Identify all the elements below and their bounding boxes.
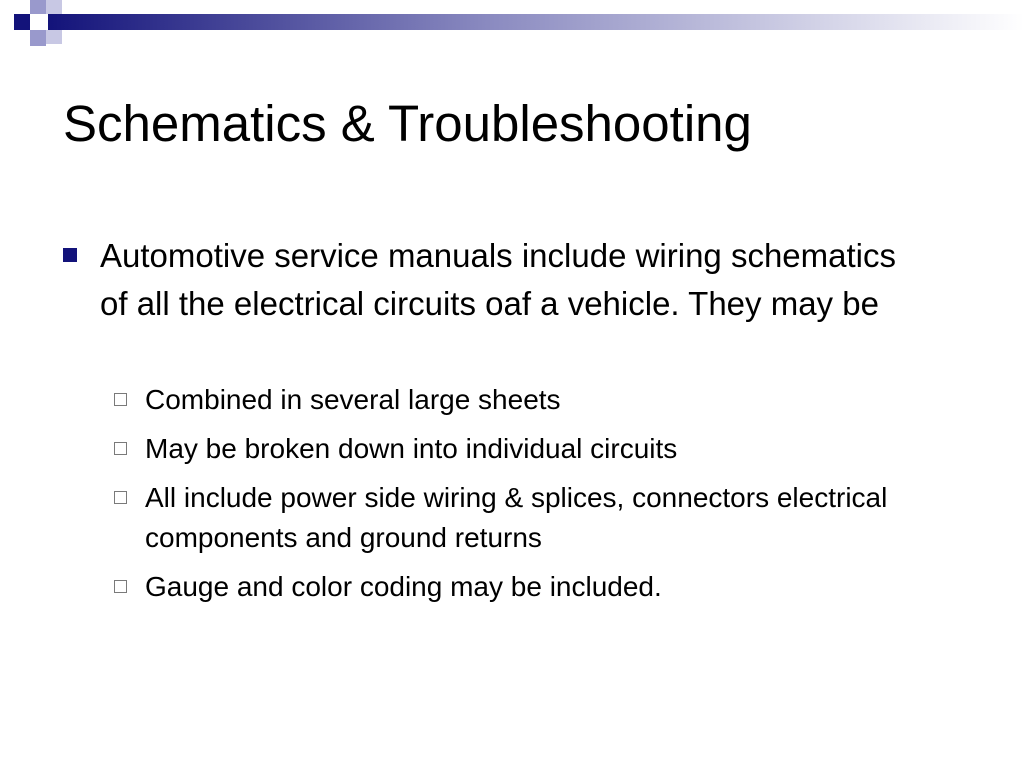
header-gradient-bar — [48, 14, 1024, 30]
hollow-square-bullet-icon — [114, 580, 127, 593]
sub-bullet-text: Gauge and color coding may be included. — [145, 571, 662, 602]
header-block-lavender-4 — [30, 14, 46, 30]
filled-square-bullet-icon — [63, 248, 77, 262]
sub-bullet-text: May be broken down into individual circuits — [145, 433, 678, 464]
main-bullet — [63, 232, 943, 328]
sub-bullet-text: Combined in several large sheets — [145, 384, 561, 415]
sub-bullet-list — [114, 380, 934, 616]
sub-bullet-item — [114, 478, 934, 558]
sub-bullet-item — [114, 380, 934, 420]
decorative-header-band — [0, 0, 1024, 50]
hollow-square-bullet-icon — [114, 442, 127, 455]
hollow-square-bullet-icon — [114, 491, 127, 504]
header-block-lavender-5 — [46, 30, 62, 44]
header-block-lavender-1 — [30, 0, 46, 14]
header-block-lavender-3 — [30, 30, 46, 46]
main-bullet-text: Automotive service manuals include wiring schematics of all the electrical circuits oaf a vehicle. They may be — [100, 237, 896, 322]
header-block-lavender-2 — [46, 0, 62, 14]
header-block-navy — [14, 14, 30, 30]
sub-bullet-item — [114, 429, 934, 469]
sub-bullet-text: All include power side wiring & splices, connectors electrical components and ground returns — [145, 482, 888, 553]
slide-title: Schematics & Troubleshooting — [63, 95, 752, 152]
hollow-square-bullet-icon — [114, 393, 127, 406]
sub-bullet-item — [114, 567, 934, 607]
